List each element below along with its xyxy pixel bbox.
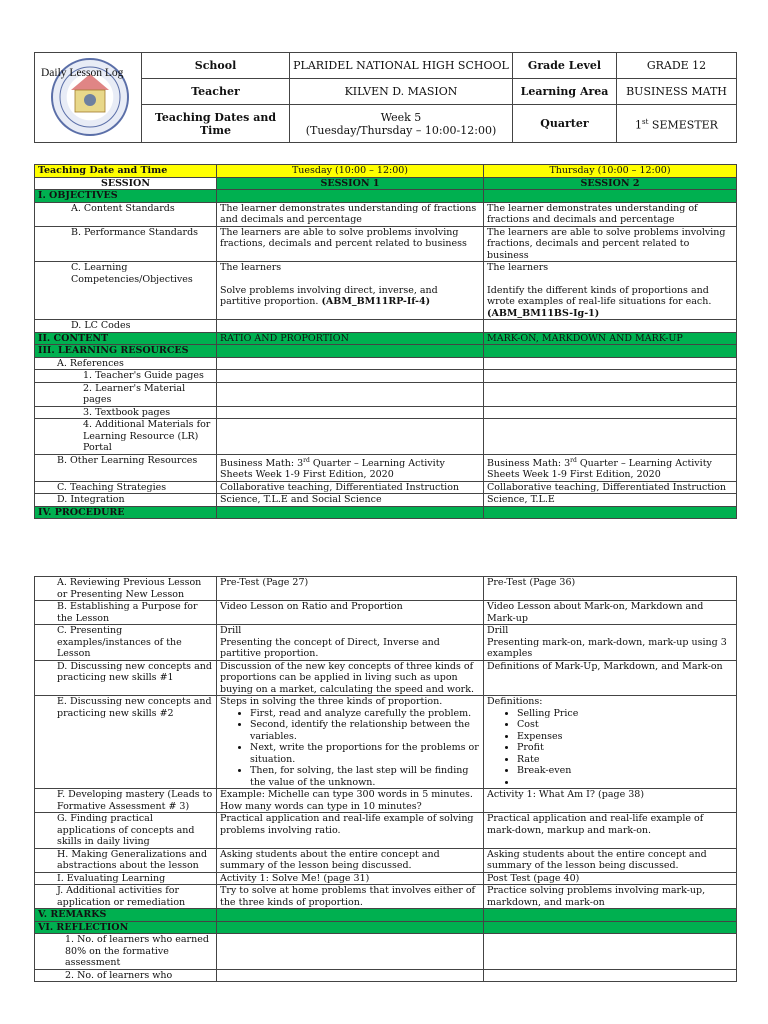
competencies-s2 (484, 262, 737, 320)
area-label: Learning Area (513, 79, 617, 105)
proc-i-s1: Activity 1: Solve Me! (page 31) (217, 872, 484, 885)
session-1-header: SESSION 1 (217, 177, 484, 190)
other-resources-s1-sup: rd (303, 456, 310, 464)
competencies-s2-intro: The learners (487, 262, 549, 273)
competencies-s1 (217, 262, 484, 320)
proc-f-label: F. Developing mastery (Leads to Formative Assessment # 3) (35, 789, 217, 813)
list-item: • Profit (517, 742, 733, 754)
proc-f-s1: Example: Michelle can type 300 words in 5 minutes. How many words can type in 10 minutes? (217, 789, 484, 813)
tuesday-time: Tuesday (10:00 – 12:00) (217, 165, 484, 178)
content-standards-s1: The learner demonstrates understanding of fractions and decimals and percentage (217, 202, 484, 226)
other-resources-s2-pre: Business Math: 3 (487, 457, 571, 469)
resources-header: III. LEARNING RESOURCES (35, 345, 217, 358)
performance-standards-label: B. Performance Standards (35, 226, 217, 262)
proc-a-s1: Pre-Test (Page 27) (217, 577, 484, 601)
proc-b-label: B. Establishing a Purpose for the Lesson (35, 601, 217, 625)
list-item: • Expenses (517, 731, 733, 743)
proc-d-s1: Discussion of the new key concepts of three kinds of proportions can be applied in living such as upon buying on a market, calculating the speed and work. (217, 660, 484, 696)
header-block (34, 52, 736, 143)
procedure-header: IV. PROCEDURE (35, 506, 217, 519)
proc-e-s1-title: Steps in solving the three kinds of proportion. (220, 696, 443, 707)
thursday-time: Thursday (10:00 – 12:00) (484, 165, 737, 178)
teaching-date-label: Teaching Date and Time (35, 165, 217, 178)
proc-e-label: E. Discussing new concepts and practicing new skills #2 (35, 696, 217, 789)
proc-e-s2 (484, 696, 737, 789)
quarter-number: 1 (635, 118, 643, 132)
proc-c-s1-text: Presenting the concept of Direct, Inverse and partitive proportion. (220, 636, 440, 659)
proc-b-s2: Video Lesson about Mark-on, Markdown and Mark-up (484, 601, 737, 625)
list-item: • Next, write the proportions for the problems or situation. (250, 742, 480, 765)
proc-g-s2: Practical application and real-life example of mark-down, markup and mark-on. (484, 813, 737, 849)
lc-codes-label: D. LC Codes (35, 320, 217, 333)
list-item: • Second, identify the relationship between the variables. (250, 719, 480, 742)
proc-c-s2-text: Presenting mark-on, mark-down, mark-up using 3 examples (487, 636, 727, 659)
integration-label: D. Integration (35, 494, 217, 507)
reflection-header: VI. REFLECTION (35, 921, 217, 934)
teacher-value: KILVEN D. MASION (290, 79, 513, 105)
proc-c-s1-title: Drill (220, 625, 242, 636)
teacher-label: Teacher (142, 79, 290, 105)
proc-g-s1: Practical application and real-life example of solving problems involving ratio. (217, 813, 484, 849)
session-2-header: SESSION 2 (484, 177, 737, 190)
logo-cell (35, 53, 142, 143)
strategies-s2: Collaborative teaching, Differentiated Instruction (484, 481, 737, 494)
quarter-label: Quarter (513, 105, 617, 143)
procedure-table (34, 576, 736, 982)
ref-learners-material: 2. Learner's Material pages (35, 382, 217, 406)
strategies-s1: Collaborative teaching, Differentiated Instruction (217, 481, 484, 494)
proc-g-label: G. Finding practical applications of concepts and skills in daily living (35, 813, 217, 849)
other-resources-label: B. Other Learning Resources (35, 454, 217, 481)
proc-j-s1: Try to solve at home problems that involves either of the three kinds of proportion. (217, 885, 484, 909)
school-label: School (142, 53, 290, 79)
list-item: • Rate (517, 754, 733, 766)
content-standards-label: A. Content Standards (35, 202, 217, 226)
quarter-suffix: st (642, 117, 649, 126)
remarks-header: V. REMARKS (35, 909, 217, 922)
proc-e-s2-title: Definitions: (487, 696, 543, 707)
content-header: II. CONTENT (35, 332, 217, 345)
ref-additional: 4. Additional Materials for Learning Resource (LR) Portal (35, 419, 217, 455)
school-value: PLARIDEL NATIONAL HIGH SCHOOL (290, 53, 513, 79)
proc-j-s2: Practice solving problems involving mark-up, markdown, and mark-on (484, 885, 737, 909)
other-resources-s2-post: Quarter – Learning Activity Sheets Week 1-9 First Edition, 2020 (487, 457, 712, 481)
proc-j-label: J. Additional activities for application or remediation (35, 885, 217, 909)
proc-e-s1 (217, 696, 484, 789)
ref-textbook: 3. Textbook pages (35, 406, 217, 419)
list-item: • Break-even (517, 765, 733, 777)
dates-time: (Tuesday/Thursday – 10:00-12:00) (305, 123, 497, 137)
content-s1: RATIO AND PROPORTION (217, 332, 484, 345)
area-value: BUSINESS MATH (617, 79, 737, 105)
competencies-s2-code: (ABM_BM11BS-Ig-1) (487, 307, 600, 319)
dates-value (290, 105, 513, 143)
other-resources-s1 (217, 454, 484, 481)
integration-s2: Science, T.L.E (484, 494, 737, 507)
dates-label: Teaching Dates and Time (142, 105, 290, 143)
proc-i-s2: Post Test (page 40) (484, 872, 737, 885)
proc-b-s1: Video Lesson on Ratio and Proportion (217, 601, 484, 625)
list-item: • First, read and analyze carefully the problem. (250, 708, 480, 720)
proc-h-s2: Asking students about the entire concept and summary of the lesson being discussed. (484, 848, 737, 872)
document-title: Daily Lesson Log (41, 67, 124, 79)
competencies-s1-text: Solve problems involving direct, inverse, and partitive proportion. (220, 284, 438, 307)
competencies-s2-text: Identify the different kinds of proportions and wrote examples of real-life situations for each. (487, 284, 712, 307)
list-item: • Selling Price (517, 708, 733, 720)
other-resources-s2 (484, 454, 737, 481)
list-item: • Then, for solving, the last step will be finding the value of the unknown. (250, 765, 480, 788)
proc-h-s1: Asking students about the entire concept and summary of the lesson being discussed. (217, 848, 484, 872)
proc-h-label: H. Making Generalizations and abstractions about the lesson (35, 848, 217, 872)
competencies-s1-intro: The learners (220, 262, 282, 273)
performance-standards-s1: The learners are able to solve problems involving fractions, decimals and percent related to business (217, 226, 484, 262)
reflection-item-1: 1. No. of learners who earned 80% on the formative assessment (35, 934, 217, 970)
proc-d-label: D. Discussing new concepts and practicing new skills #1 (35, 660, 217, 696)
strategies-label: C. Teaching Strategies (35, 481, 217, 494)
references-label: A. References (35, 357, 217, 370)
ref-teachers-guide: 1. Teacher's Guide pages (35, 370, 217, 383)
grade-label: Grade Level (513, 53, 617, 79)
reflection-item-2: 2. No. of learners who (35, 969, 217, 982)
lesson-plan-table (34, 164, 736, 519)
objectives-header: I. OBJECTIVES (35, 190, 217, 203)
proc-f-s2: Activity 1: What Am I? (page 38) (484, 789, 737, 813)
competencies-s1-code: (ABM_BM11RP-If-4) (321, 296, 431, 307)
proc-c-label: C. Presenting examples/instances of the Lesson (35, 625, 217, 661)
quarter-word: SEMESTER (651, 118, 718, 132)
proc-c-s2-title: Drill (487, 625, 509, 636)
integration-s1: Science, T.L.E and Social Science (217, 494, 484, 507)
dates-week: Week 5 (380, 110, 422, 124)
session-label: SESSION (35, 177, 217, 190)
proc-d-s2: Definitions of Mark-Up, Markdown, and Mark-on (484, 660, 737, 696)
other-resources-s1-post: Quarter – Learning Activity Sheets Week 1-9 First Edition, 2020 (220, 457, 445, 481)
performance-standards-s2: The learners are able to solve problems involving fractions, decimals and percent related to business (484, 226, 737, 262)
quarter-value (617, 105, 737, 143)
grade-value: GRADE 12 (617, 53, 737, 79)
proc-c-s1 (217, 625, 484, 661)
content-standards-s2: The learner demonstrates understanding of fractions and decimals and percentage (484, 202, 737, 226)
proc-i-label: I. Evaluating Learning (35, 872, 217, 885)
list-item: • Cost (517, 719, 733, 731)
proc-a-s2: Pre-Test (Page 36) (484, 577, 737, 601)
other-resources-s2-sup: rd (570, 456, 577, 464)
competencies-label: C. Learning Competencies/Objectives (35, 262, 217, 320)
content-s2: MARK-ON, MARKDOWN AND MARK-UP (484, 332, 737, 345)
list-item (517, 777, 733, 789)
proc-c-s2 (484, 625, 737, 661)
other-resources-s1-pre: Business Math: 3 (220, 457, 304, 469)
proc-a-label: A. Reviewing Previous Lesson or Presenting New Lesson (35, 577, 217, 601)
